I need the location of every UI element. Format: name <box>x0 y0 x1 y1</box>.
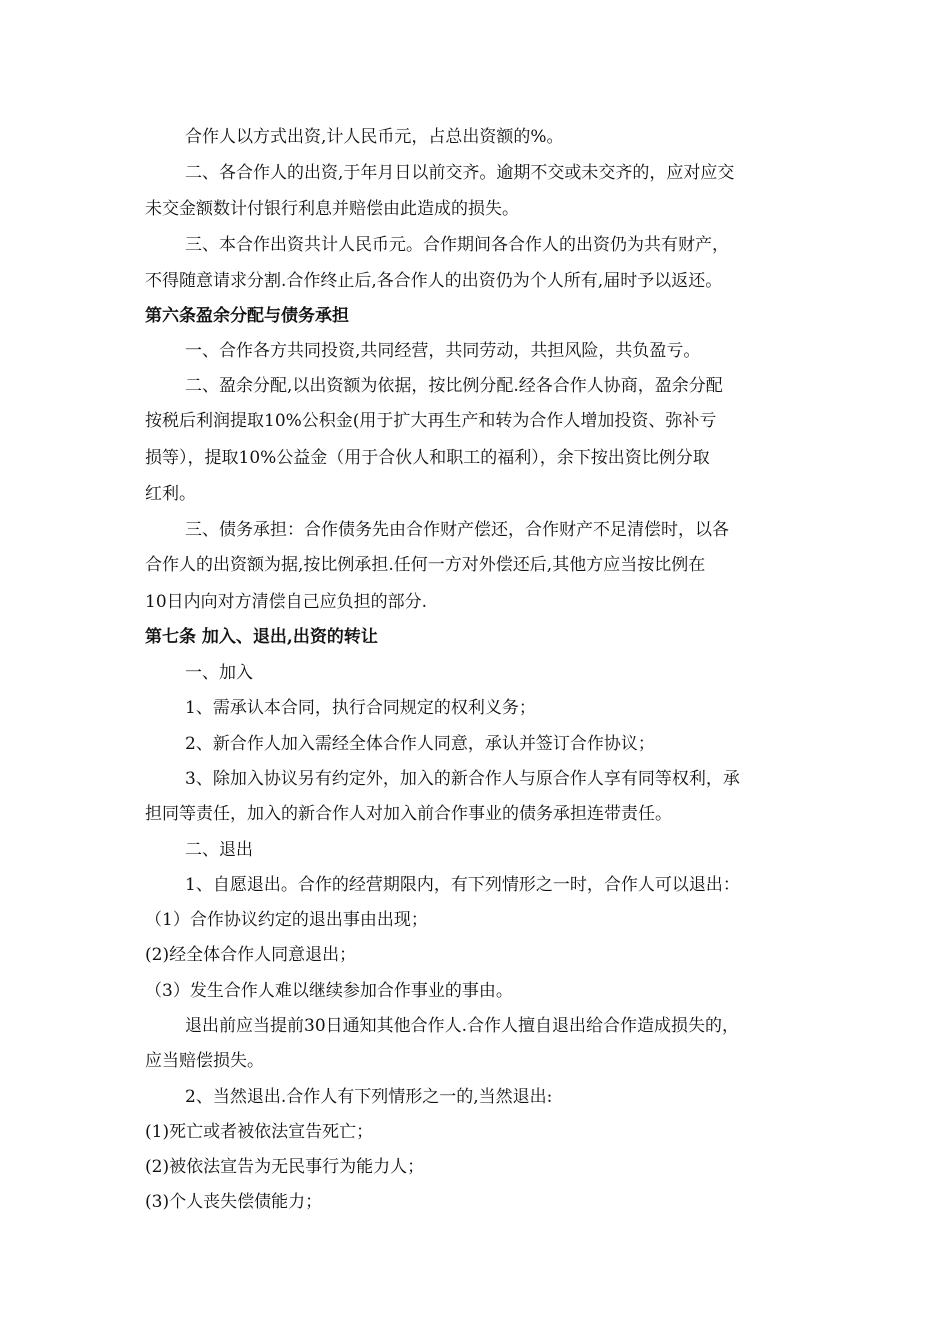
subsection-heading: 二、退出 <box>185 840 253 860</box>
list-item: (2)经全体合作人同意退出； <box>145 945 357 965</box>
subsection-heading: 一、加入 <box>185 663 253 683</box>
list-item: 3、除加入协议另有约定外，加入的新合作人与原合作人享有同等权利，承 <box>185 769 740 789</box>
list-item: (2)被依法宣告为无民事行为能力人； <box>145 1157 425 1177</box>
list-item: 1、自愿退出。合作的经营期限内，有下列情形之一时，合作人可以退出： <box>185 875 740 895</box>
paragraph-line: 三、债务承担：合作债务先由合作财产偿还，合作财产不足清偿时，以各 <box>185 520 729 540</box>
list-item: 1、需承认本合同，执行合同规定的权利义务； <box>185 698 536 718</box>
list-item: （3）发生合作人难以继续参加合作事业的事由。 <box>145 981 513 1001</box>
paragraph-line: 二、盈余分配,以出资额为依据，按比例分配.经各合作人协商，盈余分配 <box>185 376 723 396</box>
list-item: (3)个人丧失偿债能力； <box>145 1192 323 1212</box>
paragraph-line: 损等），提取10%公益金（用于合伙人和职工的福利），余下按出资比例分取 <box>145 448 710 468</box>
paragraph-line: 一、合作各方共同投资,共同经营，共同劳动，共担风险，共负盈亏。 <box>185 341 701 361</box>
paragraph-line: 合作人的出资额为据,按比例承担.任何一方对外偿还后,其他方应当按比例在 <box>145 555 706 575</box>
paragraph-line: 合作人以方式出资,计人民币元，占总出资额的%。 <box>185 127 564 147</box>
paragraph-line: 三、本合作出资共计人民币元。合作期间各合作人的出资仍为共有财产， <box>185 235 729 255</box>
list-item: 2、当然退出.合作人有下列情形之一的,当然退出: <box>185 1087 553 1107</box>
paragraph-line: 担同等责任，加入的新合作人对加入前合作事业的债务承担连带责任。 <box>145 804 672 824</box>
list-item: （1）合作协议约定的退出事由出现； <box>145 910 428 930</box>
section-heading-article-6: 第六条盈余分配与债务承担 <box>145 306 349 326</box>
list-item: (1)死亡或者被依法宣告死亡； <box>145 1122 374 1142</box>
paragraph-line: 应当赔偿损失。 <box>145 1051 264 1071</box>
paragraph-line: 红利。 <box>145 484 196 504</box>
paragraph-line: 退出前应当提前30日通知其他合作人.合作人擅自退出给合作造成损失的， <box>185 1016 740 1036</box>
paragraph-line: 二、各合作人的出资,于年月日以前交齐。逾期不交或未交齐的，应对应交 <box>185 163 735 183</box>
paragraph-line: 按税后利润提取10%公积金(用于扩大再生产和转为合作人增加投资、弥补亏 <box>145 411 717 431</box>
paragraph-line: 不得随意请求分割.合作终止后,各合作人的出资仍为个人所有,届时予以返还。 <box>145 271 723 291</box>
paragraph-line: 未交金额数计付银行利息并赔偿由此造成的损失。 <box>145 199 519 219</box>
list-item: 2、新合作人加入需经全体合作人同意，承认并签订合作协议； <box>185 734 655 754</box>
section-heading-article-7: 第七条 加入、退出,出资的转让 <box>145 627 378 647</box>
paragraph-line: 10日内向对方清偿自己应负担的部分. <box>145 592 428 612</box>
